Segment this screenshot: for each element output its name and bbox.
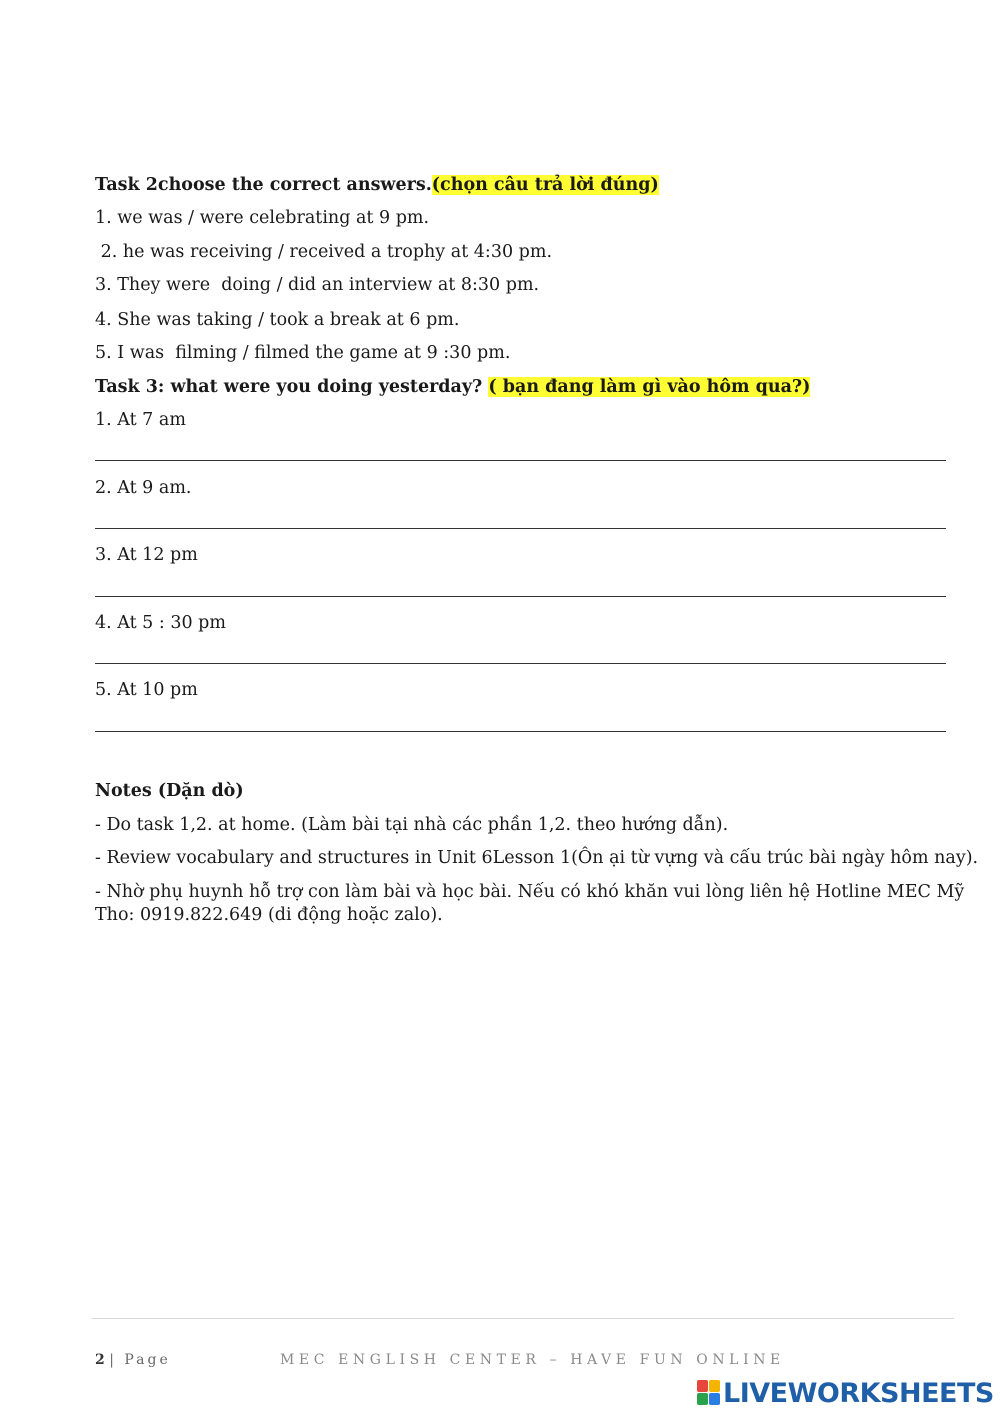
task2-heading [95,174,659,196]
answer-line-3[interactable] [95,596,946,597]
notes-item-2: - Review vocabulary and structures in Unit 6Lesson 1(Ôn ại từ vựng và cấu trúc bài ngày hôm nay). [95,848,979,868]
notes-heading: Notes (Dặn dò) [95,781,244,801]
task2-item-4: 4. She was taking / took a break at 6 pm. [95,310,460,330]
task3-item-2: 2. At 9 am. [95,478,192,498]
task3-item-5: 5. At 10 pm [95,680,198,700]
answer-line-2[interactable] [95,528,946,529]
footer-page-number [95,1352,171,1368]
page-number: 2 [95,1352,105,1368]
brand-name: LIVEWORKSHEETS [723,1377,994,1409]
task3-title: Task 3: what were you doing yesterday? [95,377,483,397]
notes-item-3: - Nhờ phụ huynh hỗ trợ con làm bài và học bài. Nếu có khó khăn vui lòng liên hệ Hotline MEC Mỹ Tho: 0919.822.649 (di động hoặc zalo). [95,882,965,925]
answer-line-5[interactable] [95,731,946,732]
page-label: | Page [109,1352,171,1368]
task2-title-vi: (chọn câu trả lời đúng) [431,175,659,195]
task3-item-3: 3. At 12 pm [95,545,198,565]
task2-title: Task 2choose the correct answers. [95,175,432,195]
task3-item-1: 1. At 7 am [95,410,186,430]
task2-item-3: 3. They were doing / did an interview at 8:30 pm. [95,275,540,295]
answer-line-1[interactable] [95,460,946,461]
task3-title-vi: ( bạn đang làm gì vào hôm qua?) [488,377,811,397]
liveworksheets-icon [697,1380,721,1406]
footer-divider [92,1318,954,1319]
task2-item-5: 5. I was filming / filmed the game at 9 :30 pm. [95,343,511,363]
answer-line-4[interactable] [95,663,946,664]
liveworksheets-logo[interactable] [697,1378,994,1408]
task3-heading [95,376,810,398]
task3-item-4: 4. At 5 : 30 pm [95,613,226,633]
task2-item-2: 2. he was receiving / received a trophy at 4:30 pm. [95,242,553,262]
task2-item-1: 1. we was / were celebrating at 9 pm. [95,208,430,228]
footer-center-text: MEC ENGLISH CENTER – HAVE FUN ONLINE [280,1352,785,1368]
notes-item-1: - Do task 1,2. at home. (Làm bài tại nhà các phần 1,2. theo hướng dẫn). [95,815,729,835]
